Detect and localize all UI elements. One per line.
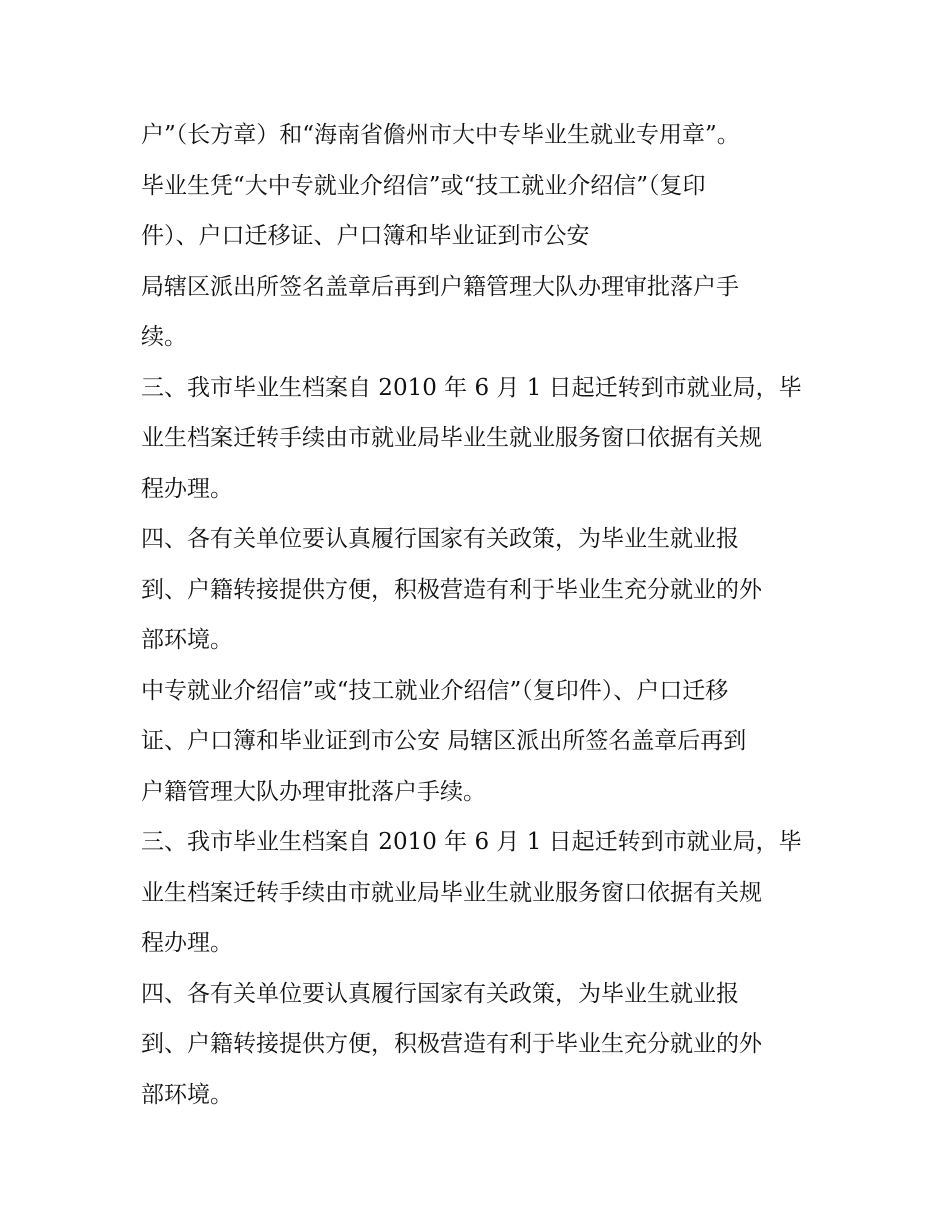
text-line: 毕业生凭“大中专就业介绍信”或“技工就业介绍信”（复印	[141, 172, 706, 199]
text-line: 业生档案迁转手续由市就业局毕业生就业服务窗口依据有关规	[141, 425, 762, 451]
text-line: 三、我市毕业生档案自 2010 年 6 月 1 日起迁转到市就业局，毕	[141, 374, 802, 401]
text-line: 部环境。	[141, 627, 233, 653]
text-line: 中专就业介绍信”或“技工就业介绍信”（复印件）、户口迁移	[141, 677, 729, 704]
text-line: 户”（长方章）和“海南省儋州市大中专毕业生就业专用章”。	[141, 122, 740, 148]
text-line: 件）、户口迁移证、户口簿和毕业证到市公安	[141, 223, 590, 249]
text-line: 到、户籍转接提供方便，积极营造有利于毕业生充分就业的外	[141, 1031, 762, 1057]
text-line: 证、户口簿和毕业证到市公安 局辖区派出所签名盖章后再到	[141, 728, 747, 754]
text-line: 续。	[141, 324, 187, 350]
text-line: 部环境。	[141, 1081, 233, 1108]
text-line: 四、各有关单位要认真履行国家有关政策，为毕业生就业报	[141, 980, 739, 1007]
text-line: 业生档案迁转手续由市就业局毕业生就业服务窗口依据有关规	[141, 879, 762, 906]
text-line: 户籍管理大队办理审批落户手续。	[141, 778, 486, 805]
text-line: 四、各有关单位要认真履行国家有关政策，为毕业生就业报	[141, 526, 739, 552]
text-line: 程办理。	[141, 930, 233, 956]
text-line: 到、户籍转接提供方便，积极营造有利于毕业生充分就业的外	[141, 576, 762, 603]
text-line: 局辖区派出所签名盖章后再到户籍管理大队办理审批落户手	[141, 273, 739, 300]
text-line: 三、我市毕业生档案自 2010 年 6 月 1 日起迁转到市就业局，毕	[141, 829, 802, 855]
document-body	[141, 110, 831, 1120]
text-line: 程办理。	[141, 475, 233, 502]
